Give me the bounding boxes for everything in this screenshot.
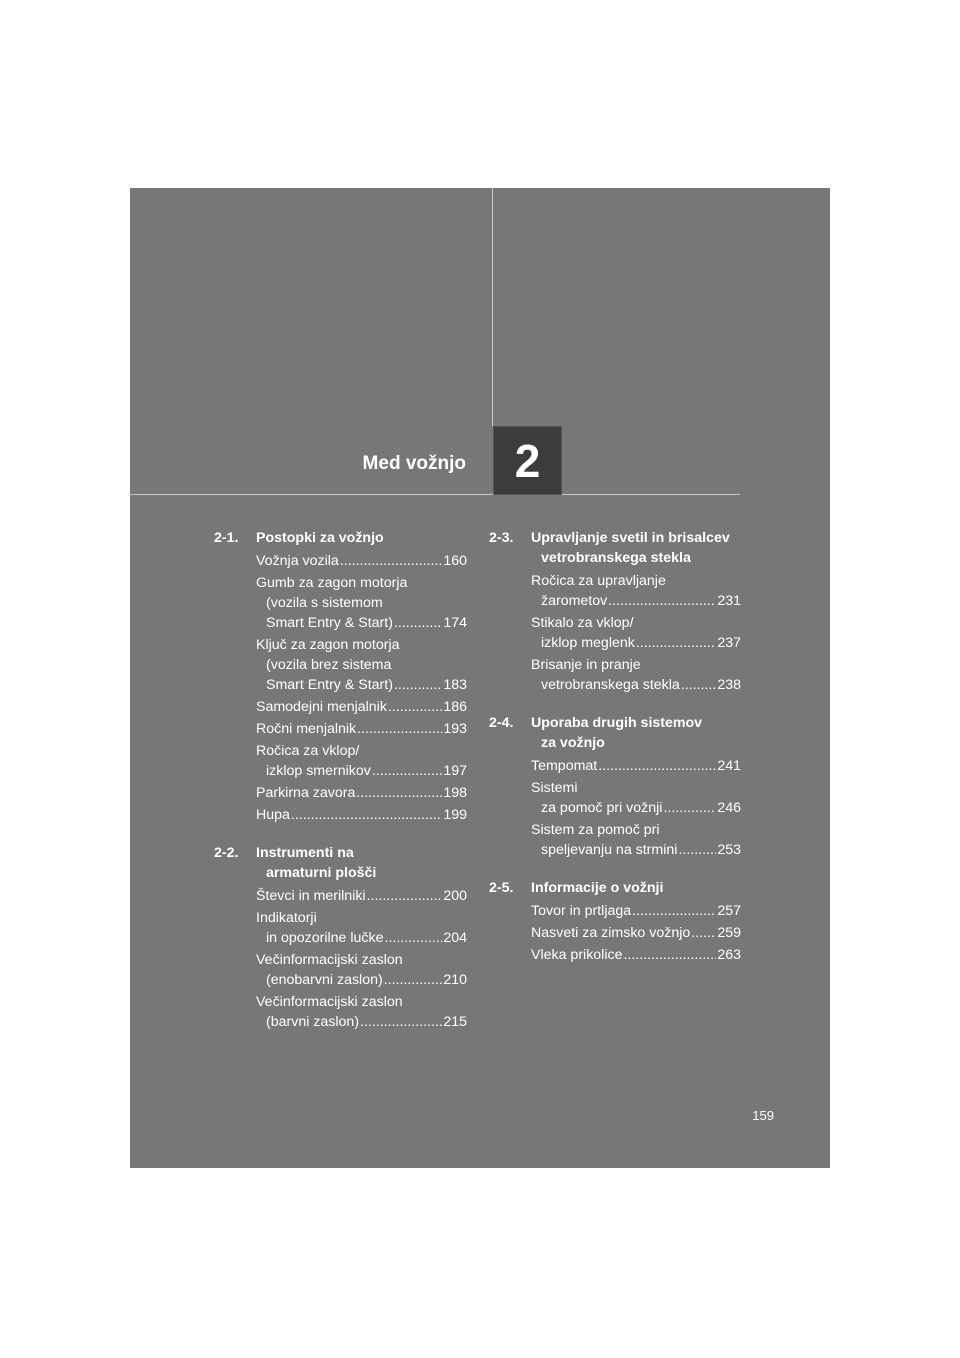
entry-page-number: 198 [443, 785, 467, 801]
entry-text-line: Ročni menjalnik [256, 721, 357, 737]
entry-page-number: 197 [443, 763, 467, 779]
entry-text-line: (enobarvni zaslon) [266, 972, 383, 988]
entry-last-line [256, 613, 467, 633]
dot-leader [678, 840, 716, 860]
toc-entry[interactable] [489, 820, 741, 860]
page-number: 159 [752, 1108, 774, 1123]
toc-entry[interactable] [214, 697, 467, 717]
dot-leader [388, 697, 442, 717]
toc-section [489, 713, 741, 860]
section-title [531, 878, 741, 898]
section-header[interactable] [489, 878, 741, 898]
toc-entry[interactable] [214, 551, 467, 571]
section-number: 2-1. [214, 530, 239, 546]
entry-last-line [531, 633, 741, 653]
toc-entry[interactable] [214, 805, 467, 825]
toc-entry[interactable] [489, 901, 741, 921]
entry-page-number: 160 [443, 553, 467, 569]
section-title-line: Instrumenti na [256, 845, 354, 861]
entry-text-line: Števci in merilniki [256, 888, 366, 904]
chapter-number-box [493, 426, 562, 495]
section-title [256, 528, 467, 548]
section-title-line: Informacije o vožnji [531, 880, 664, 896]
entry-last-line [256, 970, 467, 990]
entry-text-line: in opozorilne lučke [266, 930, 384, 946]
entry-last-line [256, 928, 467, 948]
dot-leader [636, 633, 716, 653]
entry-last-line [531, 901, 741, 921]
entry-last-line [531, 798, 741, 818]
entry-page-number: 253 [717, 842, 741, 858]
toc-left-column [214, 528, 467, 1050]
entry-text-line: Gumb za zagon motorja [256, 575, 408, 591]
section-title-line: za vožnjo [541, 735, 605, 751]
entry-text-line: Sistemi [531, 780, 578, 796]
dot-leader [384, 970, 443, 990]
toc-section [214, 528, 467, 825]
entry-text-line: Ročica za upravljanje [531, 573, 666, 589]
entry-page-number: 263 [717, 947, 741, 963]
entry-text-line: Tovor in prtljaga [531, 903, 632, 919]
entry-text-line: Stikalo za vklop/ [531, 615, 634, 631]
entry-page-number: 238 [717, 677, 741, 693]
section-title-line: Upravljanje svetil in brisalcev [531, 530, 730, 546]
toc-entry[interactable] [214, 783, 467, 803]
entry-text-line: Parkirna zavora [256, 785, 356, 801]
dot-leader [360, 1012, 442, 1032]
entry-text-line: Smart Entry & Start) [266, 677, 393, 693]
entry-last-line [531, 675, 741, 695]
entry-page-number: 200 [443, 888, 467, 904]
dot-leader [691, 923, 716, 943]
toc-entry[interactable] [489, 923, 741, 943]
section-title [256, 843, 467, 883]
chapter-number: 2 [514, 434, 541, 487]
entry-text-line: izklop smernikov [266, 763, 371, 779]
entry-page-number: 204 [443, 930, 467, 946]
entry-last-line [256, 551, 467, 571]
entry-last-line [256, 805, 467, 825]
entry-text-line: Ključ za zagon motorja [256, 637, 400, 653]
section-header[interactable] [489, 528, 741, 568]
toc-entry[interactable] [214, 992, 467, 1032]
entry-page-number: 259 [717, 925, 741, 941]
entry-text-line: za pomoč pri vožnji [541, 800, 663, 816]
toc-entry[interactable] [489, 655, 741, 695]
entry-text-line: Indikatorji [256, 910, 317, 926]
entry-text-line: (vozila s sistemom [266, 595, 383, 611]
entry-text-line: vetrobranskega stekla [541, 677, 680, 693]
vertical-divider [492, 188, 493, 426]
entry-page-number: 231 [717, 593, 741, 609]
toc-entry[interactable] [214, 886, 467, 906]
entry-last-line [531, 756, 741, 776]
entry-text-line: Samodejni menjalnik [256, 699, 387, 715]
section-header[interactable] [214, 528, 467, 548]
entry-page-number: 246 [717, 800, 741, 816]
entry-page-number: 237 [717, 635, 741, 651]
entry-last-line [531, 923, 741, 943]
entry-text-line: Brisanje in pranje [531, 657, 641, 673]
entry-last-line [531, 840, 741, 860]
entry-last-line [256, 886, 467, 906]
toc-entry[interactable] [489, 571, 741, 611]
entry-last-line [531, 945, 741, 965]
entry-last-line [256, 1012, 467, 1032]
entry-page-number: 199 [443, 807, 467, 823]
toc-entry[interactable] [214, 908, 467, 948]
toc-entry[interactable] [489, 778, 741, 818]
dot-leader [385, 928, 443, 948]
section-number: 2-4. [489, 715, 514, 731]
entry-text-line: Nasveti za zimsko vožnjo [531, 925, 691, 941]
dot-leader [608, 591, 716, 611]
horizontal-divider [130, 494, 740, 495]
section-header[interactable] [214, 843, 467, 883]
toc-entry[interactable] [489, 613, 741, 653]
section-number: 2-3. [489, 530, 514, 546]
entry-page-number: 241 [717, 758, 741, 774]
dot-leader [357, 719, 442, 739]
entry-page-number: 210 [443, 972, 467, 988]
entry-text-line: Tempomat [531, 758, 598, 774]
toc-section [214, 843, 467, 1032]
section-title-line: Uporaba drugih sistemov [531, 715, 703, 731]
toc-entry[interactable] [489, 945, 741, 965]
entry-text-line: žarometov [541, 593, 608, 609]
entry-last-line [256, 783, 467, 803]
dot-leader [623, 945, 716, 965]
toc-section [489, 878, 741, 965]
dot-leader [291, 805, 442, 825]
entry-text-line: Vožnja vozila [256, 553, 339, 569]
entry-page-number: 174 [443, 615, 467, 631]
entry-text-line: (barvni zaslon) [266, 1014, 360, 1030]
toc-entry[interactable] [214, 950, 467, 990]
toc-entry[interactable] [489, 756, 741, 776]
dot-leader [356, 783, 442, 803]
dot-leader [663, 798, 716, 818]
entry-page-number: 193 [443, 721, 467, 737]
dot-leader [632, 901, 716, 921]
entry-text-line: Ročica za vklop/ [256, 743, 360, 759]
toc-entry[interactable] [214, 635, 467, 695]
entry-last-line [256, 675, 467, 695]
section-number: 2-2. [214, 845, 239, 861]
toc-entry[interactable] [214, 741, 467, 781]
chapter-title: Med vožnjo [362, 453, 466, 474]
entry-page-number: 186 [443, 699, 467, 715]
toc-section [489, 528, 741, 695]
dot-leader [367, 886, 443, 906]
dot-leader [372, 761, 442, 781]
entry-page-number: 215 [443, 1014, 467, 1030]
entry-page-number: 257 [717, 903, 741, 919]
entry-last-line [256, 697, 467, 717]
entry-text-line: Hupa [256, 807, 290, 823]
entry-last-line [256, 761, 467, 781]
entry-text-line: Smart Entry & Start) [266, 615, 393, 631]
section-number: 2-5. [489, 880, 514, 896]
entry-text-line: Večinformacijski zaslon [256, 994, 403, 1010]
entry-last-line [256, 719, 467, 739]
dot-leader [340, 551, 443, 571]
section-title-line: Postopki za vožnjo [256, 530, 384, 546]
entry-text-line: (vozila brez sistema [266, 657, 392, 673]
section-title-line: armaturni plošči [266, 865, 377, 881]
section-title [531, 528, 741, 568]
entry-text-line: speljevanju na strmini [541, 842, 678, 858]
entry-last-line [531, 591, 741, 611]
section-title [531, 713, 741, 753]
toc-entry[interactable] [214, 573, 467, 633]
dot-leader [598, 756, 716, 776]
section-header[interactable] [489, 713, 741, 753]
entry-text-line: Večinformacijski zaslon [256, 952, 403, 968]
entry-text-line: izklop meglenk [541, 635, 635, 651]
dot-leader [681, 675, 717, 695]
entry-page-number: 183 [443, 677, 467, 693]
dot-leader [394, 613, 442, 633]
section-title-line: vetrobranskega stekla [541, 550, 691, 566]
entry-text-line: Sistem za pomoč pri [531, 822, 660, 838]
dot-leader [394, 675, 442, 695]
entry-text-line: Vleka prikolice [531, 947, 623, 963]
toc-entry[interactable] [214, 719, 467, 739]
toc-right-column [489, 528, 741, 983]
